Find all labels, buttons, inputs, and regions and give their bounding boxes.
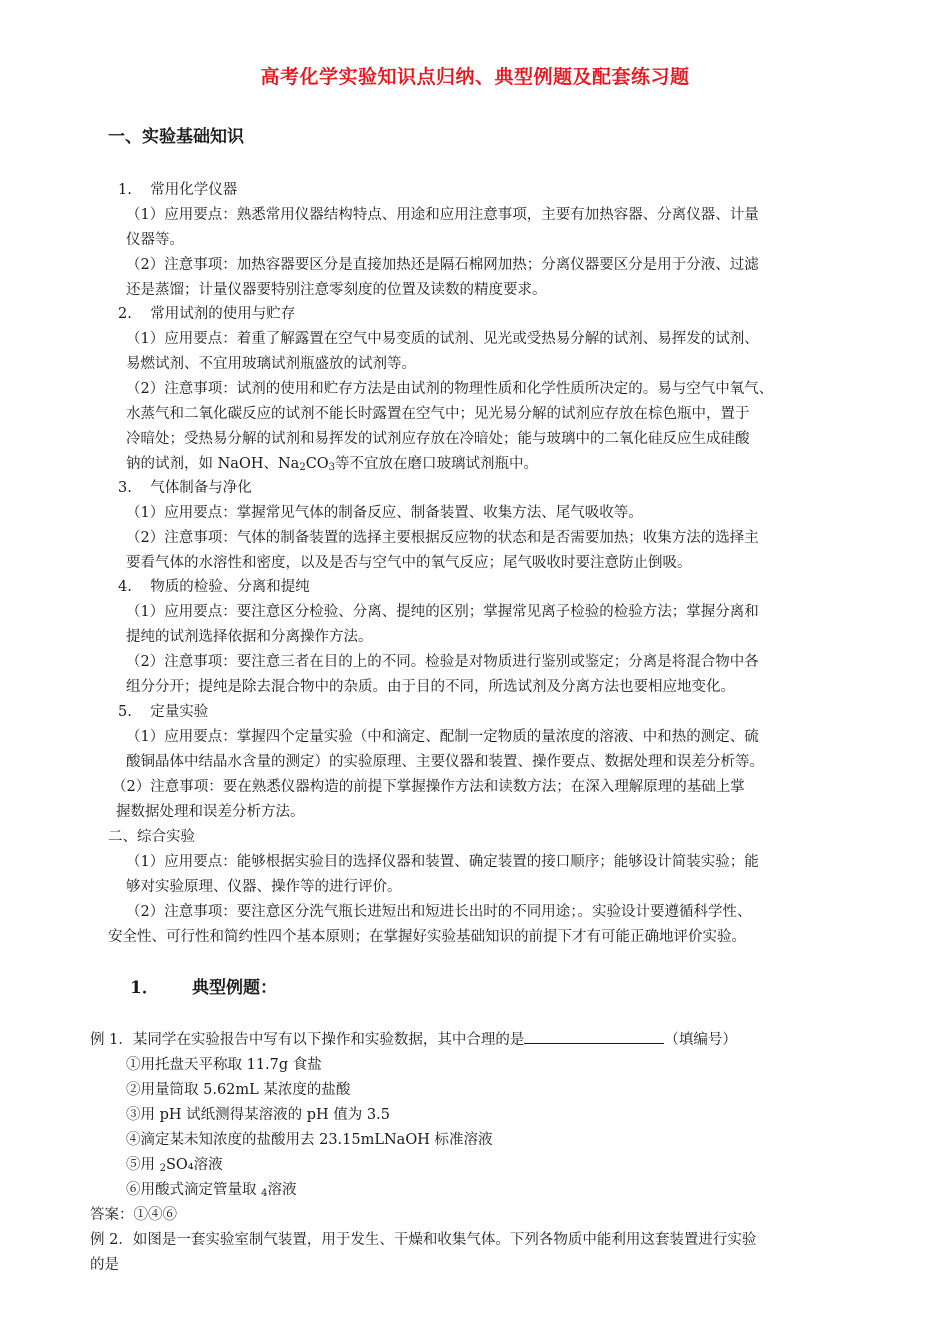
subscript: 4 [261, 1188, 268, 1199]
paragraph-line: 还是蒸馏；计量仪器要特别注意零刻度的位置及读数的精度要求。 [126, 282, 547, 298]
text-run: 等不宜放在磨口玻璃试剂瓶中。 [335, 456, 539, 472]
question-text: 例 1．某同学在实验报告中写有以下操作和实验数据，其中合理的是 [90, 1032, 525, 1048]
paragraph-line: （1）应用要点：掌握常见气体的制备反应、制备装置、收集方法、尾气吸收等。 [126, 505, 643, 521]
section-heading-basics: 一、实验基础知识 [108, 127, 244, 147]
text-run: SO₄溶液 [165, 1157, 223, 1173]
examples-heading [130, 973, 277, 998]
item-3-heading [118, 476, 252, 501]
paragraph-line: （1）应用要点：着重了解露置在空气中易变质的试剂、见光或受热易分解的试剂、易挥发的试剂、 [126, 331, 759, 347]
item-number: 5. [118, 704, 132, 720]
paragraph-line: （1）应用要点：掌握四个定量实验（中和滴定、配制一定物质的量浓度的溶液、中和热的测定、硫 [126, 729, 759, 745]
paragraph-line: （1）应用要点：熟悉常用仪器结构特点、用途和应用注意事项，主要有加热容器、分离仪器、计量 [126, 207, 759, 223]
item-number: 3. [118, 480, 132, 496]
paragraph-line: 安全性、可行性和简约性四个基本原则；在掌握好实验基础知识的前提下才有可能正确地评价实验。 [108, 929, 746, 945]
paragraph-line: 水蒸气和二氧化碳反应的试剂不能长时露置在空气中；见光易分解的试剂应存放在棕色瓶中，置于 [126, 406, 750, 422]
paragraph-line: 提纯的试剂选择依据和分离操作方法。 [126, 629, 373, 645]
paragraph-line: （2）注意事项：气体的制备装置的选择主要根据反应物的状态和是否需要加热；收集方法的选择主 [126, 530, 759, 546]
paragraph-line: （1）应用要点：要注意区分检验、分离、提纯的区别；掌握常见离子检验的检验方法；掌握分离和 [126, 604, 759, 620]
item-title: 常用化学仪器 [150, 182, 238, 198]
paragraph-line: 握数据处理和误差分析方法。 [116, 804, 305, 820]
option-item: ②用量筒取 5.62mL 某浓度的盐酸 [126, 1082, 351, 1098]
option-item: ④滴定某未知浓度的盐酸用去 23.15mLNaOH 标准溶液 [126, 1132, 493, 1148]
answer-blank [524, 1029, 664, 1044]
item-number: 4. [118, 579, 132, 595]
text-run: 钠的试剂，如 NaOH、Na [126, 456, 300, 472]
item-title: 定量实验 [150, 704, 209, 720]
paragraph-line: （2）注意事项：要注意区分洗气瓶长进短出和短进长出时的不同用途；。实验设计要遵循科学性、 [126, 904, 752, 920]
paragraph-line: 冷暗处；受热易分解的试剂和易挥发的试剂应存放在冷暗处；能与玻璃中的二氧化硅反应生成硅酸 [126, 431, 750, 447]
paragraph-line: 组分分开；提纯是除去混合物中的杂质。由于目的不同，所选试剂及分离方法也要相应地变化。 [126, 679, 735, 695]
section-heading-comprehensive: 二、综合实验 [108, 829, 195, 845]
option-item [126, 1153, 223, 1181]
paragraph-line: （2）注意事项：要在熟悉仪器构造的前提下掌握操作方法和读数方法；在深入理解原理的基础上掌 [112, 779, 745, 795]
examples-label: 典型例题： [192, 978, 277, 998]
item-2-heading [118, 302, 295, 327]
example-2-stem-cont: 的是 [90, 1257, 119, 1273]
paragraph-line: 要看气体的水溶性和密度，以及是否与空气中的氧气反应；尾气吸收时要注意防止倒吸。 [126, 555, 692, 571]
text-run: ⑤用 [126, 1157, 160, 1173]
item-title: 常用试剂的使用与贮存 [150, 306, 296, 322]
paragraph-line: 够对实验原理、仪器、操作等的进行评价。 [126, 879, 402, 895]
document-title: 高考化学实验知识点归纳、典型例题及配套练习题 [260, 66, 690, 88]
text-run: 溶液 [267, 1182, 297, 1198]
paragraph-line: （2）注意事项：加热容器要区分是直接加热还是隔石棉网加热；分离仪器要区分是用于分液、过滤 [126, 257, 759, 273]
subscript: 2 [159, 1163, 166, 1174]
paragraph-line: （2）注意事项：试剂的使用和贮存方法是由试剂的物理性质和化学性质所决定的。易与空气中氧气、 [126, 381, 774, 397]
paragraph-line: 仪器等。 [126, 232, 184, 248]
paragraph-line: （1）应用要点：能够根据实验目的选择仪器和装置、确定装置的接口顺序；能够设计简装实验；能 [126, 854, 759, 870]
examples-number: 1． [130, 978, 159, 998]
paragraph-line: 酸铜晶体中结晶水含量的测定）的实验原理、主要仪器和装置、操作要点、数据处理和误差分析等。 [126, 754, 764, 770]
text-run: ⑥用酸式滴定管量取 [126, 1182, 262, 1198]
example-2-stem: 例 2．如图是一套实验室制气装置，用于发生、干燥和收集气体。下列各物质中能利用这套装置进行实验 [90, 1232, 757, 1248]
item-title: 物质的检验、分离和提纯 [150, 579, 310, 595]
item-5-heading [118, 700, 208, 725]
item-number: 2. [118, 306, 132, 322]
item-title: 气体制备与净化 [150, 480, 252, 496]
item-1-heading [118, 178, 237, 203]
item-number: 1. [118, 182, 132, 198]
subscript: 3 [328, 462, 336, 473]
item-4-heading [118, 575, 310, 600]
subscript: 2 [299, 462, 306, 473]
option-item: ③用 pH 试纸测得某溶液的 pH 值为 3.5 [126, 1107, 390, 1123]
option-item [126, 1178, 296, 1206]
paragraph-line: （2）注意事项：要注意三者在目的上的不同。检验是对物质进行鉴别或鉴定；分离是将混合物中各 [126, 654, 759, 670]
paragraph-line: 易燃试剂、不宜用玻璃试剂瓶盛放的试剂等。 [126, 356, 416, 372]
question-suffix: （填编号） [664, 1032, 737, 1048]
text-run: CO [305, 456, 329, 472]
option-item: ①用托盘天平称取 11.7g 食盐 [126, 1057, 322, 1073]
example-1-answer: 答案：①④⑥ [90, 1207, 177, 1223]
example-1-stem [90, 1028, 737, 1053]
